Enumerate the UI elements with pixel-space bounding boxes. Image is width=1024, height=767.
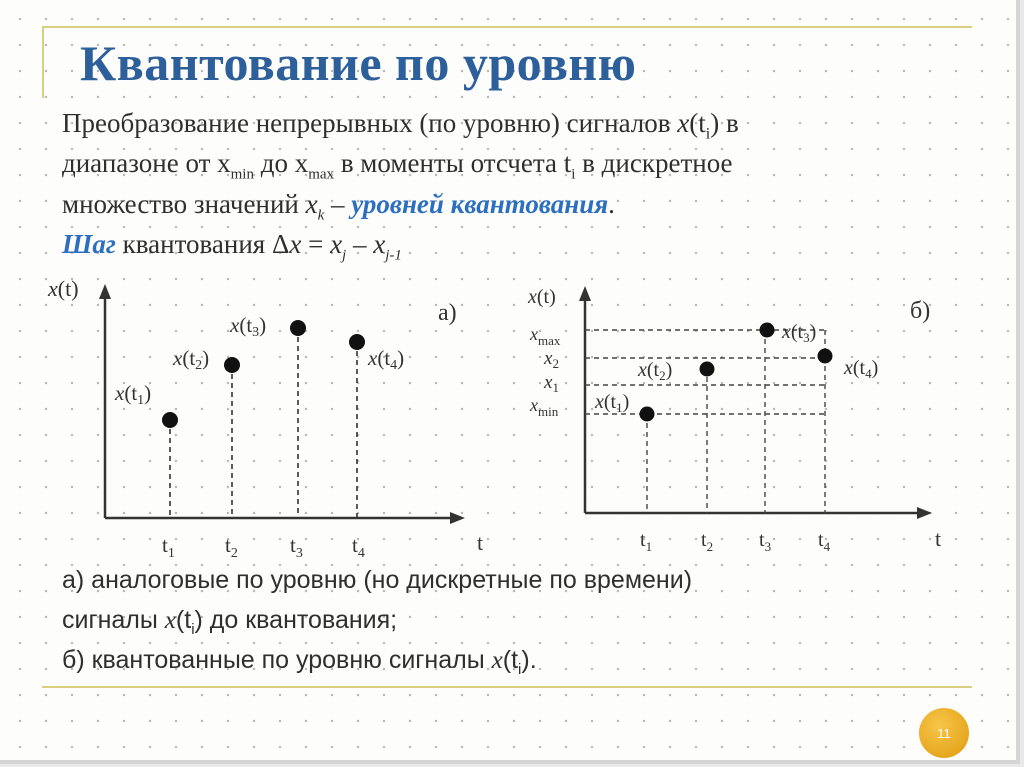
caption-a-line-2: сигналы $x(t_i)$ до квантования; — [62, 606, 398, 638]
point-label-x-t4: x(t4) — [368, 346, 405, 373]
text-fragment: Преобразование непрерывных (по уровню) сигналов — [62, 108, 678, 138]
frame-line-bottom — [42, 686, 972, 688]
text-fragment: до квантования; — [202, 606, 398, 634]
graph-a — [40, 270, 490, 560]
tick-t4: $t_4$ — [818, 529, 831, 554]
paragraph-line-3: множество значений $x_k$ – уровней квантования. — [62, 189, 615, 224]
level-label-x2: $x_2$ — [544, 348, 559, 371]
graph-b-x-arrow — [917, 507, 932, 519]
text-fragment: множество значений — [62, 189, 306, 219]
point-label-x-t2: x(t2) — [173, 346, 210, 373]
paragraph-line-2: диапазоне от $x_{min}$ до $x_{max}$ в моменты отсчета $t_i$ в дискретное — [62, 148, 733, 183]
tick-t1: $t_1$ — [162, 533, 175, 560]
level-label-xmax: $x_{max}$ — [530, 324, 561, 348]
highlight-step: Шаг — [62, 229, 116, 259]
tick-t2: $t_2$ — [225, 533, 238, 560]
level-label-x1: $x_1$ — [544, 372, 559, 395]
page-number-badge: 11 — [919, 708, 969, 758]
text-fragment: . — [608, 189, 615, 219]
graph-a-x-arrow — [450, 512, 465, 524]
text-fragment: б) квантованные по уровню сигналы — [62, 646, 492, 674]
frame-line-left — [42, 26, 44, 98]
graph-b — [520, 278, 960, 560]
level-label-xmin: $x_{min}$ — [530, 395, 559, 419]
point-label-x-t2: $x(t_2)$ — [638, 359, 673, 383]
sample-point — [640, 407, 655, 422]
point-label-x-t3: x(t3) — [230, 313, 267, 340]
graph-a-y-arrow — [99, 284, 111, 299]
tick-t1: $t_1$ — [640, 529, 653, 554]
text-fragment: . — [529, 646, 537, 674]
paragraph-line-1: Преобразование непрерывных (по уровню) сигналов $x(t_i)$ в — [62, 108, 739, 143]
tick-t3: $t_3$ — [759, 529, 772, 554]
graph-b-y-label: x(t) — [528, 286, 556, 308]
sample-point — [224, 357, 240, 373]
text-fragment: в моменты отсчета — [334, 148, 564, 178]
text-fragment: квантования — [115, 229, 272, 259]
caption-b-line: б) квантованные по уровню сигналы $x(t_i)$. — [62, 646, 537, 678]
point-label-x-t3: $x(t_3)$ — [782, 321, 817, 345]
step-line: Шаг квантования $\Delta x = x_j - x_{j-1}$ — [62, 229, 402, 264]
text-fragment: диапазоне от — [62, 148, 218, 178]
tick-t2: $t_2$ — [701, 529, 714, 554]
text-fragment: в — [719, 108, 739, 138]
point-label-x-t1: x(t1) — [115, 381, 152, 408]
graph-b-x-label: t — [935, 526, 942, 551]
formula-x-ti: x — [677, 108, 690, 138]
graph-a-tag: а) — [438, 300, 457, 326]
point-label-x-t1: $x(t_1)$ — [595, 391, 630, 415]
graph-b-y-arrow — [579, 286, 591, 301]
tick-t3: $t_3$ — [290, 533, 303, 560]
graph-a-y-label: x(t) — [48, 276, 79, 301]
sample-point — [349, 334, 365, 350]
slide-title: Квантование по уровню — [80, 35, 637, 91]
sample-point — [818, 349, 833, 364]
highlight-quantization-levels: уровней квантования — [351, 189, 609, 219]
frame-line-top — [42, 26, 972, 28]
text-fragment: в дискретное — [575, 148, 733, 178]
caption-a-line-1: а) аналоговые по уровню (но дискретные по времени) — [62, 566, 693, 594]
tick-t4: $t_4$ — [352, 533, 365, 560]
graph-b-tag: б) — [910, 298, 931, 324]
sample-point — [162, 412, 178, 428]
sample-point — [700, 362, 715, 377]
text-fragment: до — [253, 148, 295, 178]
graph-a-x-label: t — [477, 530, 484, 555]
point-label-x-t4: $x(t_4)$ — [844, 357, 879, 381]
sample-point — [290, 320, 306, 336]
sample-point — [760, 323, 775, 338]
text-fragment: сигналы — [62, 606, 165, 634]
